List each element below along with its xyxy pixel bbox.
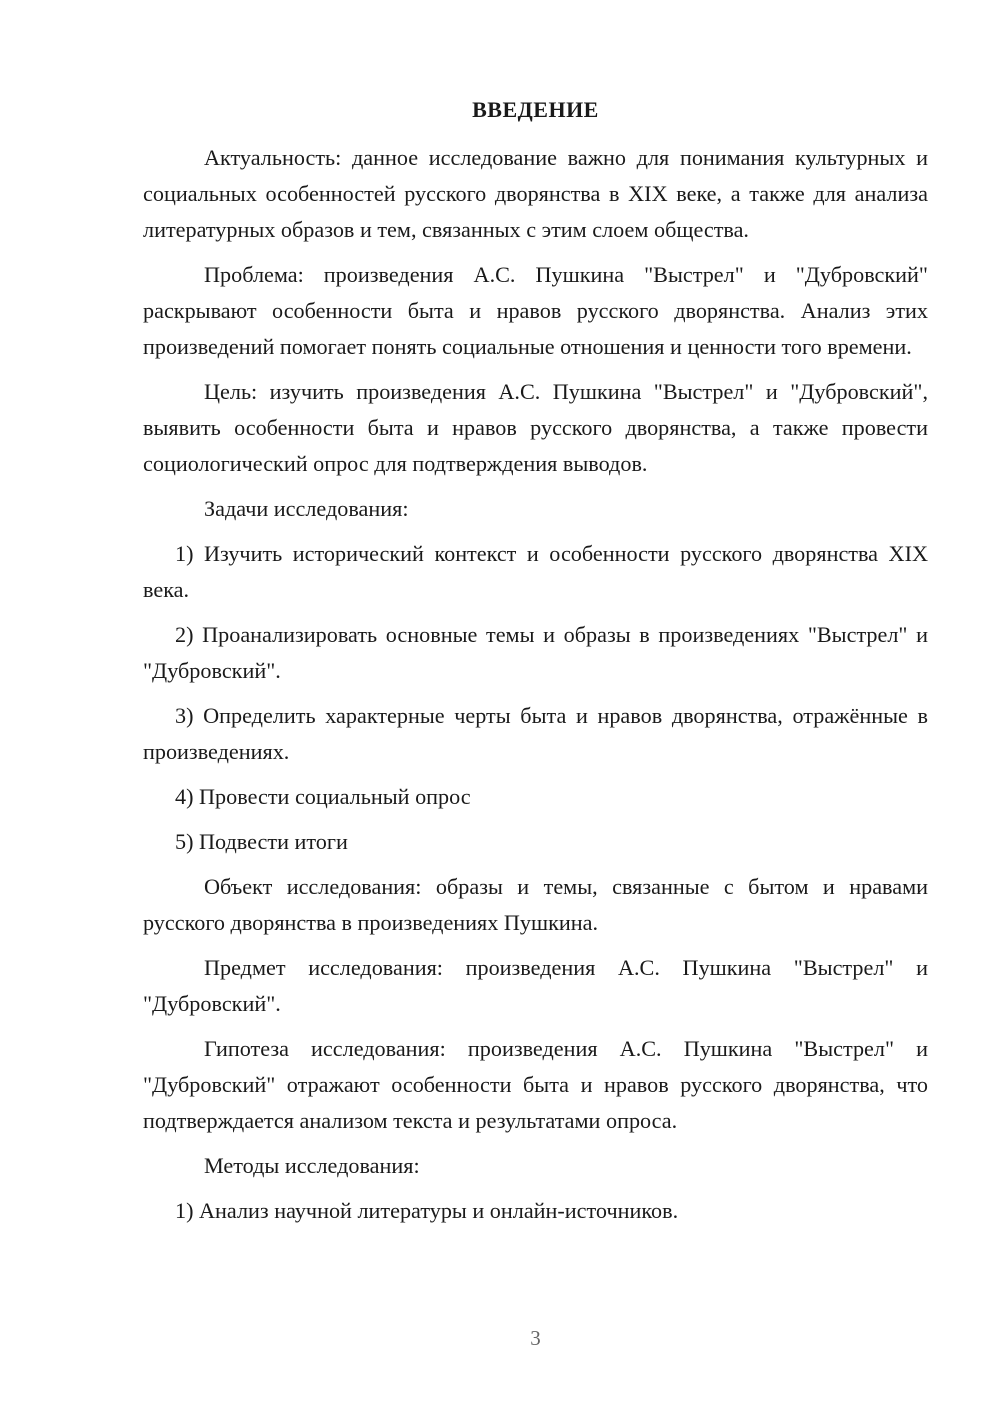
paragraph-problem: Проблема: произведения А.С. Пушкина "Выстрел" и "Дубровский" раскрывают особенности быта и нравов русского дворянства. Анализ этих произведений помогает понять социальные отношения и ценности того времени. xyxy=(143,262,928,359)
method-item-1: 1) Анализ научной литературы и онлайн-источников. xyxy=(175,1198,679,1223)
task-item-4: 4) Провести социальный опрос xyxy=(175,784,471,809)
document-page xyxy=(143,0,928,1414)
task-item-3: 3) Определить характерные черты быта и нравов дворянства, отражённые в произведениях. xyxy=(143,703,928,764)
page-title: ВВЕДЕНИЕ xyxy=(472,97,599,122)
task-item-1: 1) Изучить исторический контекст и особенности русского дворянства XIX века. xyxy=(143,541,928,602)
paragraph-hypothesis: Гипотеза исследования: произведения А.С. Пушкина "Выстрел" и "Дубровский" отражают особенности быта и нравов русского дворянства, что подтверждается анализом текста и результатами опроса. xyxy=(143,1036,928,1133)
page-number: 3 xyxy=(530,1326,541,1350)
paragraph-object: Объект исследования: образы и темы, связанные с бытом и нравами русского дворянства в произведениях Пушкина. xyxy=(143,874,928,935)
document-body xyxy=(143,140,928,1238)
task-item-5: 5) Подвести итоги xyxy=(175,829,348,854)
paragraph-goal: Цель: изучить произведения А.С. Пушкина "Выстрел" и "Дубровский", выявить особенности быта и нравов русского дворянства, а также провести социологический опрос для подтверждения выводов. xyxy=(143,379,928,476)
paragraph-relevance: Актуальность: данное исследование важно для понимания культурных и социальных особенностей русского дворянства в XIX веке, а также для анализа литературных образов и тем, связанных с этим слоем общества. xyxy=(143,145,928,242)
paragraph-methods-heading: Методы исследования: xyxy=(204,1153,420,1178)
task-item-2: 2) Проанализировать основные темы и образы в произведениях "Выстрел" и "Дубровский". xyxy=(143,622,928,683)
paragraph-subject: Предмет исследования: произведения А.С. Пушкина "Выстрел" и "Дубровский". xyxy=(143,955,928,1016)
paragraph-tasks-heading: Задачи исследования: xyxy=(204,496,409,521)
